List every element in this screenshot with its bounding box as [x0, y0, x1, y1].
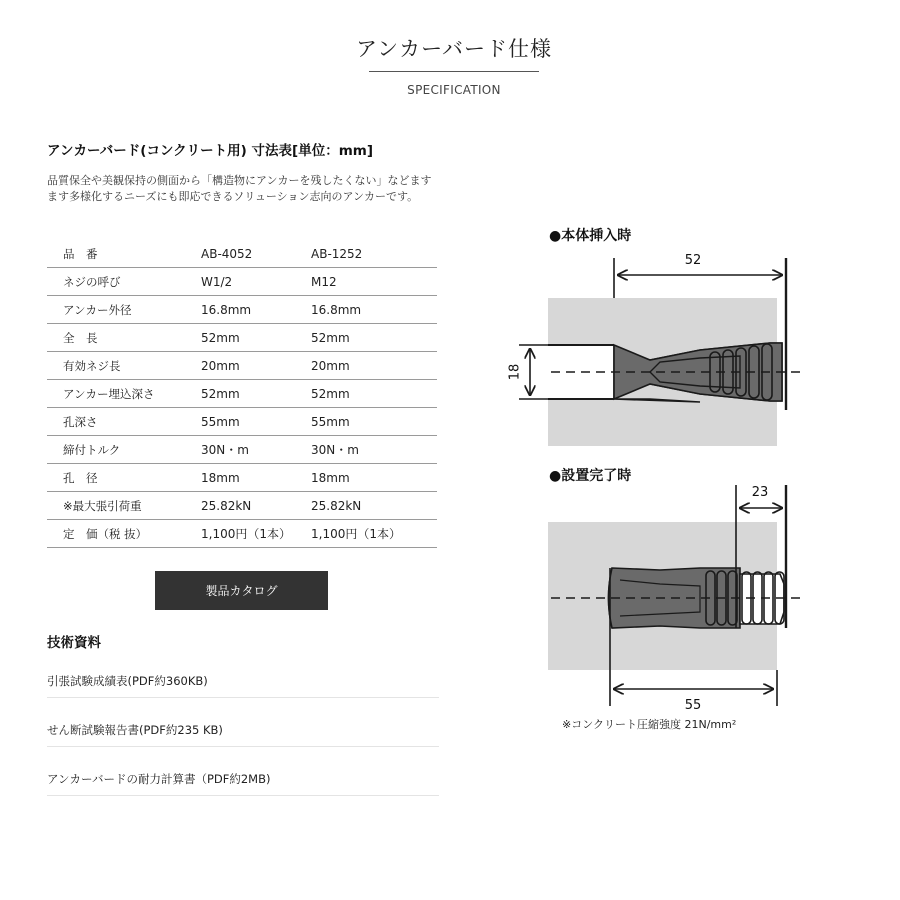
value-ab1252: 52mm: [311, 380, 437, 408]
value-ab4052: 18mm: [184, 464, 311, 492]
page-title: アンカーバード仕様: [355, 37, 553, 61]
value-ab1252: 1,100円（1本）: [311, 520, 437, 548]
concrete-strength-note: ※コンクリート圧縮強度 21N/mm²: [562, 718, 737, 731]
value-ab1252: 30N・m: [311, 436, 437, 464]
value-ab1252: 16.8mm: [311, 296, 437, 324]
spec-heading: アンカーバード(コンクリート用) 寸法表[単位：mm]: [47, 143, 374, 159]
row-label: 締付トルク: [47, 436, 184, 464]
insert-title: ●本体挿入時: [549, 228, 632, 244]
row-label: 有効ネジ長: [47, 352, 184, 380]
value-ab1252: 25.82kN: [311, 492, 437, 520]
row-label: 定 価（税 抜）: [47, 520, 184, 548]
row-label: ネジの呼び: [47, 268, 184, 296]
insert-diameter-label: 18: [507, 363, 523, 381]
value-ab4052: 25.82kN: [184, 492, 311, 520]
strength-calc-link[interactable]: アンカーバードの耐力計算書（PDF約2MB): [47, 771, 439, 796]
value-ab4052: 20mm: [184, 352, 311, 380]
installed-title: ●設置完了時: [549, 468, 632, 484]
tensile-test-link[interactable]: 引張試験成績表(PDF約360KB): [47, 673, 439, 698]
value-ab4052: 52mm: [184, 380, 311, 408]
value-ab1252: AB-1252: [311, 240, 437, 268]
value-ab4052: 55mm: [184, 408, 311, 436]
value-ab1252: 20mm: [311, 352, 437, 380]
insert-length-label: 52: [684, 253, 702, 268]
row-label: アンカー埋込深さ: [47, 380, 184, 408]
tech-docs-heading: 技術資料: [47, 635, 101, 651]
value-ab1252: 55mm: [311, 408, 437, 436]
row-label: 孔 径: [47, 464, 184, 492]
value-ab1252: M12: [311, 268, 437, 296]
row-label: アンカー外径: [47, 296, 184, 324]
row-label: 全 長: [47, 324, 184, 352]
shear-test-link[interactable]: せん断試験報告書(PDF約235 KB): [47, 722, 439, 747]
value-ab4052: AB-4052: [184, 240, 311, 268]
value-ab1252: 52mm: [311, 324, 437, 352]
value-ab4052: 30N・m: [184, 436, 311, 464]
value-ab4052: 1,100円（1本）: [184, 520, 311, 548]
installed-thread-label: 23: [751, 485, 769, 500]
spec-intro: 品質保全や美観保持の側面から「構造物にアンカーを残したくない」などますます多様化するニーズにも即応できるソリューション志向のアンカーです。: [47, 174, 432, 203]
value-ab1252: 18mm: [311, 464, 437, 492]
row-label: 品 番: [47, 240, 184, 268]
installed-depth-label: 55: [684, 698, 702, 713]
value-ab4052: 16.8mm: [184, 296, 311, 324]
row-label: 孔深さ: [47, 408, 184, 436]
value-ab4052: W1/2: [184, 268, 311, 296]
page-subtitle: SPECIFICATION: [407, 83, 501, 97]
row-label: ※最大張引荷重: [47, 492, 184, 520]
value-ab4052: 52mm: [184, 324, 311, 352]
catalog-button[interactable]: 製品カタログ: [155, 571, 328, 610]
